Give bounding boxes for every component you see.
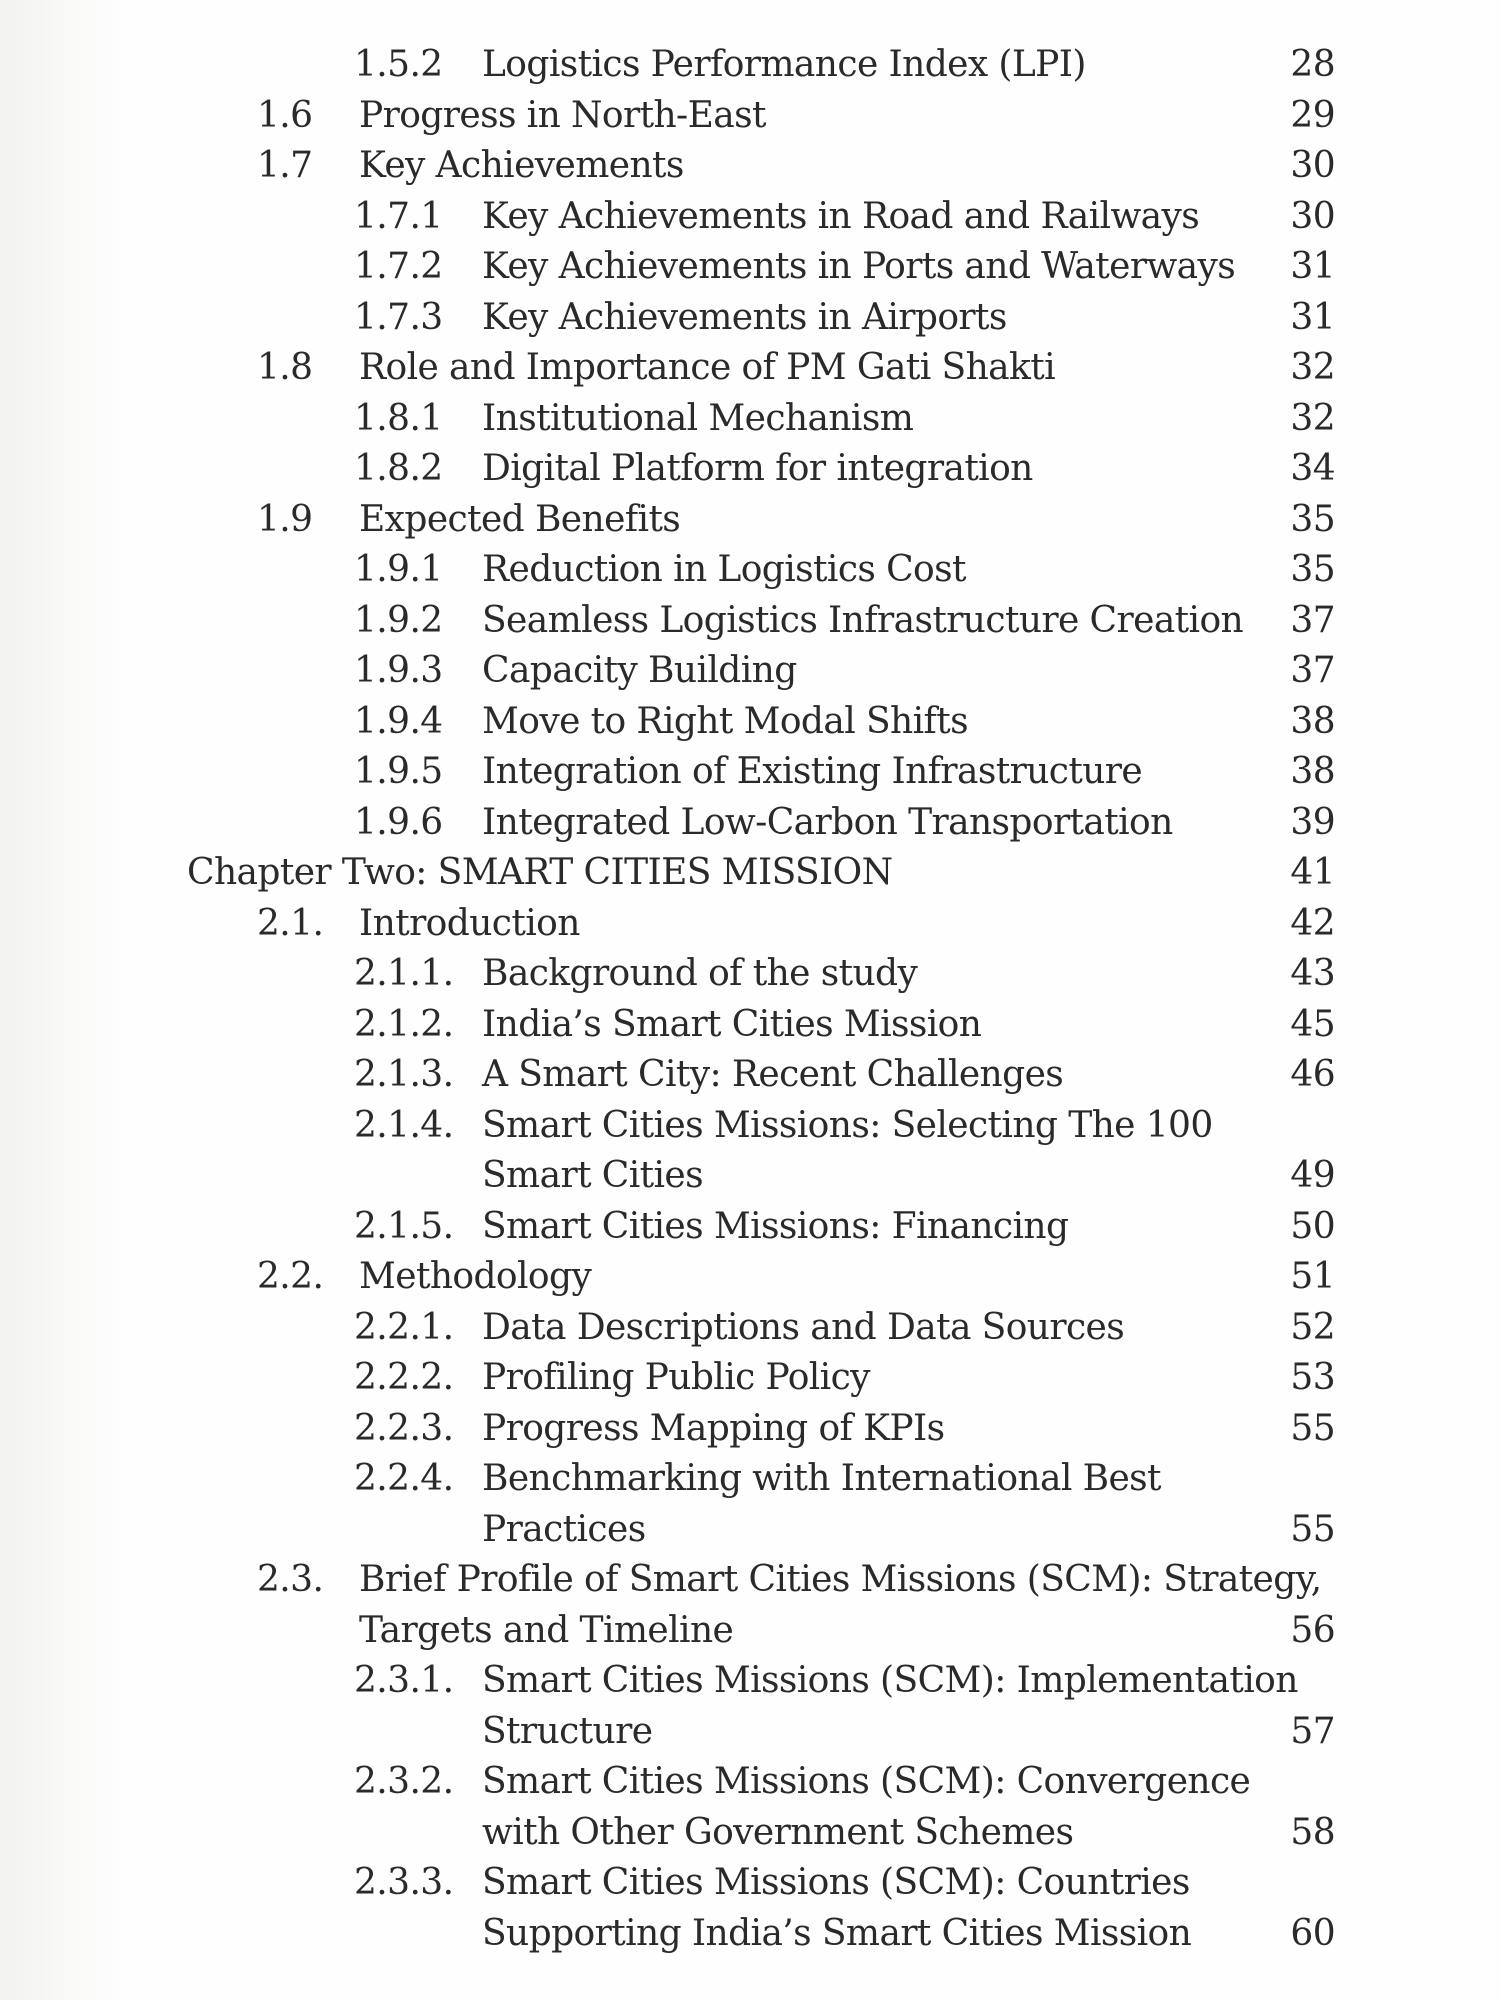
page-number: 28 — [1290, 44, 1335, 85]
section-title: Background of the study — [482, 953, 918, 994]
toc-entry — [0, 1353, 1500, 1404]
toc-entry — [0, 343, 1500, 394]
section-number: 1.7.2 — [354, 246, 443, 287]
page-number: 53 — [1290, 1357, 1335, 1398]
section-number: 1.9.1 — [354, 549, 443, 590]
toc-entry — [0, 1656, 1500, 1757]
toc-entry — [0, 747, 1500, 798]
section-title: A Smart City: Recent Challenges — [482, 1054, 1064, 1095]
section-title: Smart Cities Missions: Selecting The 100 — [482, 1104, 1213, 1146]
section-title: Smart Cities Missions (SCM): Countries — [482, 1862, 1190, 1903]
section-title: Chapter Two: SMART CITIES MISSION — [187, 852, 893, 893]
section-title: Benchmarking with International Best — [482, 1458, 1161, 1499]
section-number: 1.8.1 — [354, 397, 443, 439]
page-number: 30 — [1290, 145, 1335, 186]
page-number: 30 — [1290, 195, 1335, 237]
section-title: India’s Smart Cities Mission — [482, 1003, 982, 1045]
toc-entry — [0, 1202, 1500, 1253]
toc-entry — [0, 1303, 1500, 1354]
section-number: 1.9.4 — [354, 700, 443, 742]
toc-entry — [0, 798, 1500, 849]
toc-entry — [0, 949, 1500, 1000]
section-title: Smart Cities Missions: Financing — [482, 1205, 1069, 1247]
section-number: 1.8.2 — [354, 448, 443, 489]
section-title: Reduction in Logistics Cost — [482, 549, 966, 590]
section-number: 1.9.6 — [354, 801, 443, 843]
section-title: Progress Mapping of KPIs — [482, 1407, 945, 1449]
section-title: Key Achievements in Road and Railways — [482, 195, 1200, 237]
section-title: Progress in North-East — [359, 94, 766, 136]
section-title: Expected Benefits — [359, 498, 681, 540]
section-title: Smart Cities Missions (SCM): Convergence — [482, 1761, 1251, 1802]
page-number: 37 — [1290, 599, 1335, 641]
section-number: 1.7.3 — [354, 296, 443, 338]
section-title: Profiling Public Policy — [482, 1357, 870, 1398]
section-number: 1.5.2 — [354, 44, 443, 85]
toc-entry — [0, 141, 1500, 192]
page-number: 45 — [1290, 1003, 1335, 1045]
page-number: 52 — [1290, 1306, 1335, 1348]
section-number: 2.2.4. — [354, 1458, 454, 1499]
toc-entry — [0, 91, 1500, 142]
toc-entry — [0, 444, 1500, 495]
page-number: 35 — [1290, 549, 1335, 590]
section-number: 2.1.4. — [354, 1104, 454, 1146]
section-number: 1.9 — [257, 498, 313, 540]
section-title: with Other Government Schemes — [482, 1811, 1074, 1853]
section-number: 1.8 — [257, 347, 313, 388]
page-number: 41 — [1290, 852, 1335, 893]
toc-entry — [0, 596, 1500, 647]
page-number: 37 — [1290, 650, 1335, 691]
section-number: 1.9.3 — [354, 650, 443, 691]
section-number: 2.2. — [257, 1256, 324, 1297]
section-title: Smart Cities — [482, 1155, 703, 1196]
toc-entry — [0, 1404, 1500, 1455]
page-number: 32 — [1290, 347, 1335, 388]
toc-entry — [0, 1454, 1500, 1555]
page-number: 56 — [1290, 1609, 1335, 1651]
page-number: 46 — [1290, 1054, 1335, 1095]
table-of-contents — [0, 40, 1500, 1959]
section-number: 2.2.2. — [354, 1357, 454, 1398]
page-number: 31 — [1290, 246, 1335, 287]
section-title: Logistics Performance Index (LPI) — [482, 44, 1086, 85]
section-number: 1.7.1 — [354, 195, 443, 237]
section-number: 1.7 — [257, 145, 313, 186]
page-number: 55 — [1290, 1407, 1335, 1449]
section-number: 1.9.5 — [354, 751, 443, 792]
section-number: 2.3. — [257, 1559, 324, 1600]
chapter-heading — [0, 848, 1500, 899]
section-number: 2.1.3. — [354, 1054, 454, 1095]
page-number: 50 — [1290, 1205, 1335, 1247]
section-title: Role and Importance of PM Gati Shakti — [359, 347, 1056, 388]
toc-entry — [0, 1000, 1500, 1051]
section-title: Targets and Timeline — [359, 1609, 734, 1651]
section-title: Methodology — [359, 1256, 592, 1297]
section-title: Institutional Mechanism — [482, 397, 914, 439]
page-number: 42 — [1290, 902, 1335, 944]
section-number: 2.2.3. — [354, 1407, 454, 1449]
section-title: Seamless Logistics Infrastructure Creation — [482, 599, 1244, 641]
toc-entry — [0, 242, 1500, 293]
section-title: Supporting India’s Smart Cities Mission — [482, 1912, 1192, 1954]
toc-entry — [0, 1101, 1500, 1202]
page-number: 43 — [1290, 953, 1335, 994]
section-number: 2.3.3. — [354, 1862, 454, 1903]
section-title: Data Descriptions and Data Sources — [482, 1306, 1125, 1348]
section-title: Smart Cities Missions (SCM): Implementation — [482, 1660, 1298, 1701]
toc-entry — [0, 899, 1500, 950]
toc-entry — [0, 1757, 1500, 1858]
page-number: 58 — [1290, 1811, 1335, 1853]
page-number: 51 — [1290, 1256, 1335, 1297]
toc-entry — [0, 495, 1500, 546]
section-title: Integrated Low-Carbon Transportation — [482, 801, 1173, 843]
section-number: 1.6 — [257, 94, 313, 136]
section-title: Capacity Building — [482, 650, 797, 691]
page-number: 38 — [1290, 751, 1335, 792]
page-number: 31 — [1290, 296, 1335, 338]
section-title: Introduction — [359, 902, 580, 944]
toc-entry — [0, 1252, 1500, 1303]
page-number: 39 — [1290, 801, 1335, 843]
section-title: Key Achievements in Airports — [482, 296, 1007, 338]
section-title: Move to Right Modal Shifts — [482, 700, 968, 742]
toc-entry — [0, 545, 1500, 596]
section-number: 2.2.1. — [354, 1306, 454, 1348]
toc-entry — [0, 40, 1500, 91]
page-number: 32 — [1290, 397, 1335, 439]
toc-entry — [0, 293, 1500, 344]
toc-entry — [0, 1555, 1500, 1656]
section-number: 2.3.2. — [354, 1761, 454, 1802]
toc-entry — [0, 1858, 1500, 1959]
section-title: Integration of Existing Infrastructure — [482, 751, 1143, 792]
toc-entry — [0, 394, 1500, 445]
section-number: 2.3.1. — [354, 1660, 454, 1701]
toc-entry — [0, 697, 1500, 748]
toc-entry — [0, 646, 1500, 697]
page-number: 29 — [1290, 94, 1335, 136]
section-number: 2.1.2. — [354, 1003, 454, 1045]
section-number: 2.1. — [257, 902, 324, 944]
section-title: Practices — [482, 1508, 646, 1550]
toc-entry — [0, 1050, 1500, 1101]
section-number: 2.1.5. — [354, 1205, 454, 1247]
page-number: 35 — [1290, 498, 1335, 540]
page-number: 49 — [1290, 1155, 1335, 1196]
section-title: Brief Profile of Smart Cities Missions (SCM): Strategy, — [359, 1559, 1322, 1600]
page-number: 38 — [1290, 700, 1335, 742]
section-title: Structure — [482, 1710, 653, 1752]
page-number: 34 — [1290, 448, 1335, 489]
page-number: 60 — [1290, 1912, 1335, 1954]
section-title: Key Achievements — [359, 145, 684, 186]
section-number: 1.9.2 — [354, 599, 443, 641]
section-title: Key Achievements in Ports and Waterways — [482, 246, 1236, 287]
page-number: 55 — [1290, 1508, 1335, 1550]
page-number: 57 — [1290, 1710, 1335, 1752]
section-title: Digital Platform for integration — [482, 448, 1033, 489]
section-number: 2.1.1. — [354, 953, 454, 994]
toc-entry — [0, 192, 1500, 243]
